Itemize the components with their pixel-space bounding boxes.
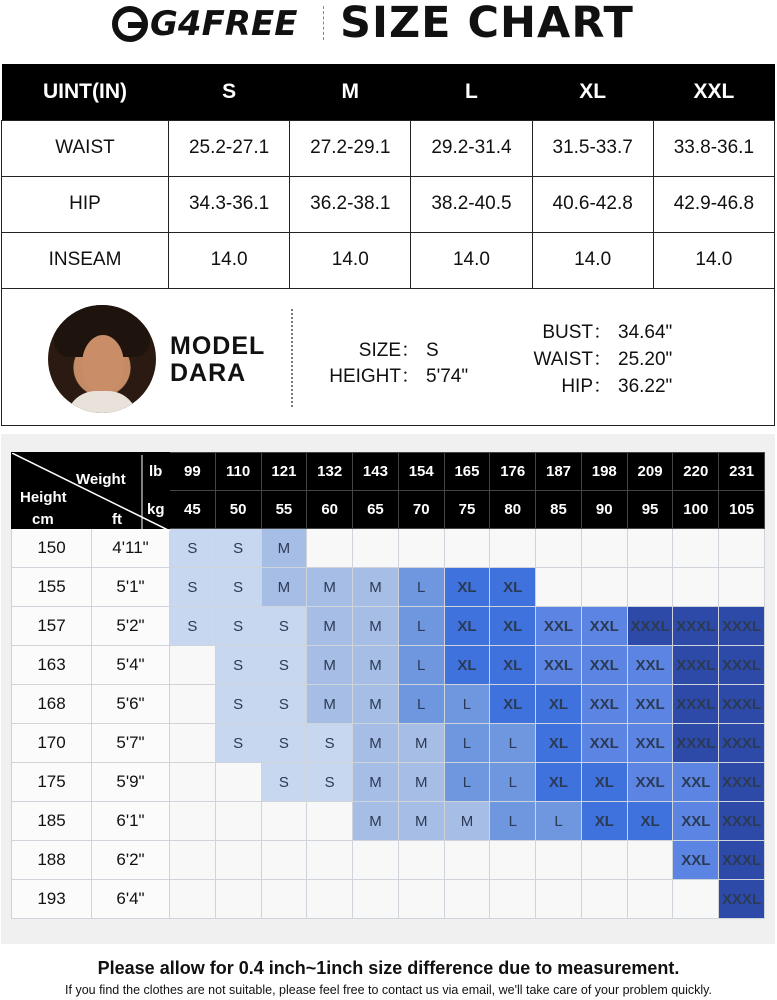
- size-cell: [536, 880, 582, 919]
- brand-logo: [112, 4, 297, 44]
- size-cell: S: [215, 529, 261, 568]
- size-key: SIZE：: [358, 340, 420, 361]
- weight-lb-header: 198: [581, 453, 627, 491]
- height-key: HEIGHT：: [329, 366, 420, 387]
- weight-lb-header: 121: [261, 453, 307, 491]
- table-row-inseam: [2, 232, 775, 288]
- height-cm: 170: [12, 724, 92, 763]
- weight-lb-header: 187: [536, 453, 582, 491]
- weight-kg-header: 90: [581, 491, 627, 529]
- size-cell: [398, 529, 444, 568]
- table-row-hip: [2, 176, 775, 232]
- size-cell: S: [307, 763, 353, 802]
- size-cell: L: [398, 646, 444, 685]
- size-cell: [170, 646, 216, 685]
- size-cell: S: [261, 763, 307, 802]
- size-cell: S: [170, 529, 216, 568]
- size-cell: [673, 529, 719, 568]
- size-cell: [170, 802, 216, 841]
- fit-chart-panel: [1, 434, 775, 944]
- size-cell: [170, 841, 216, 880]
- fit-chart-row: [12, 646, 765, 685]
- size-cell: M: [353, 568, 399, 607]
- fit-chart-row: [12, 568, 765, 607]
- table-cell: 25.2-27.1: [169, 120, 290, 176]
- model-size: [300, 335, 439, 362]
- size-cell: XXL: [673, 763, 719, 802]
- table-cell: 14.0: [532, 232, 653, 288]
- size-cell: [673, 568, 719, 607]
- size-cell: XXL: [536, 607, 582, 646]
- size-cell: XXXL: [673, 724, 719, 763]
- size-cell: XXXL: [673, 646, 719, 685]
- size-cell: XXL: [581, 724, 627, 763]
- size-cell: M: [353, 646, 399, 685]
- size-cell: XXL: [536, 646, 582, 685]
- size-cell: XL: [536, 763, 582, 802]
- cm-unit: cm: [32, 511, 54, 528]
- row-label: WAIST: [2, 120, 169, 176]
- size-cell: XL: [581, 763, 627, 802]
- size-cell: S: [170, 568, 216, 607]
- height-ft: 5'1": [92, 568, 170, 607]
- size-cell: [444, 880, 490, 919]
- height-value: 5'74": [426, 366, 469, 387]
- weight-lb-header: 209: [627, 453, 673, 491]
- size-cell: XXXL: [719, 880, 765, 919]
- height-cm: 188: [12, 841, 92, 880]
- weight-lb-header: 99: [170, 453, 216, 491]
- weight-kg-header: 80: [490, 491, 536, 529]
- size-cell: XXXL: [719, 724, 765, 763]
- model-avatar: [48, 305, 156, 413]
- fit-chart-row: [12, 880, 765, 919]
- fit-chart-row: [12, 607, 765, 646]
- size-cell: L: [490, 763, 536, 802]
- size-cell: [215, 841, 261, 880]
- size-cell: XXXL: [719, 763, 765, 802]
- size-cell: [673, 880, 719, 919]
- size-cell: XL: [444, 607, 490, 646]
- height-cm: 168: [12, 685, 92, 724]
- kg-unit: kg: [147, 501, 165, 518]
- size-cell: XXXL: [673, 685, 719, 724]
- size-cell: S: [215, 685, 261, 724]
- height-ft: 5'6": [92, 685, 170, 724]
- size-cell: [215, 802, 261, 841]
- weight-lb-header: 220: [673, 453, 719, 491]
- size-cell: S: [261, 685, 307, 724]
- size-cell: [581, 880, 627, 919]
- weight-kg-header: 100: [673, 491, 719, 529]
- size-cell: XXL: [627, 646, 673, 685]
- size-cell: XXXL: [719, 685, 765, 724]
- size-cell: [215, 880, 261, 919]
- weight-kg-header: 75: [444, 491, 490, 529]
- size-cell: XXXL: [627, 607, 673, 646]
- height-cm: 163: [12, 646, 92, 685]
- height-cm: 185: [12, 802, 92, 841]
- size-cell: S: [170, 607, 216, 646]
- avatar-face: [82, 335, 124, 393]
- size-cell: L: [398, 568, 444, 607]
- weight-kg-header: 60: [307, 491, 353, 529]
- model-height: [300, 361, 468, 388]
- model-name: [170, 333, 265, 387]
- size-cell: [307, 880, 353, 919]
- header: [0, 0, 777, 60]
- fit-chart-row: [12, 529, 765, 568]
- size-cell: [581, 529, 627, 568]
- table-cell: 14.0: [169, 232, 290, 288]
- weight-kg-header: 65: [353, 491, 399, 529]
- model-waist: [502, 344, 672, 371]
- size-cell: M: [353, 685, 399, 724]
- size-cell: [307, 802, 353, 841]
- size-cell: [627, 880, 673, 919]
- size-cell: L: [490, 802, 536, 841]
- size-cell: M: [307, 568, 353, 607]
- lb-unit: lb: [149, 463, 163, 480]
- height-ft: 6'2": [92, 841, 170, 880]
- hip-key: HIP：: [561, 376, 612, 397]
- weight-kg-header: 55: [261, 491, 307, 529]
- row-label: HIP: [2, 176, 169, 232]
- size-cell: [398, 841, 444, 880]
- model-info-panel: [1, 288, 775, 426]
- row-label: INSEAM: [2, 232, 169, 288]
- weight-kg-header: 85: [536, 491, 582, 529]
- weight-lb-header: 154: [398, 453, 444, 491]
- size-cell: [536, 841, 582, 880]
- weight-lb-header: 143: [353, 453, 399, 491]
- table-cell: 34.3-36.1: [169, 176, 290, 232]
- size-cell: [261, 880, 307, 919]
- size-cell: M: [261, 529, 307, 568]
- fit-chart-row: [12, 802, 765, 841]
- size-cell: M: [353, 802, 399, 841]
- size-cell: XXXL: [719, 802, 765, 841]
- size-cell: XL: [490, 607, 536, 646]
- fit-chart-row: [12, 841, 765, 880]
- size-cell: L: [444, 685, 490, 724]
- model-label-line2: DARA: [170, 359, 247, 387]
- size-cell: [307, 841, 353, 880]
- height-label: Height: [20, 489, 67, 506]
- height-ft: 4'11": [92, 529, 170, 568]
- weight-kg-header: 45: [170, 491, 216, 529]
- weight-label: Weight: [76, 471, 126, 488]
- footer-contact-note: If you find the clothes are not suitable, please feel free to contact us via email, we'll take care of your problem quickly.: [65, 983, 712, 997]
- weight-lb-header: 176: [490, 453, 536, 491]
- size-cell: [581, 841, 627, 880]
- size-cell: [627, 529, 673, 568]
- size-cell: [719, 568, 765, 607]
- size-col-header: M: [290, 64, 411, 120]
- size-cell: [719, 529, 765, 568]
- model-label-line1: MODEL: [170, 332, 266, 360]
- size-cell: S: [261, 607, 307, 646]
- size-cell: [353, 529, 399, 568]
- height-cm: 175: [12, 763, 92, 802]
- size-cell: XXL: [581, 607, 627, 646]
- weight-lb-row: [12, 453, 765, 491]
- size-cell: XXL: [627, 724, 673, 763]
- height-ft: 5'4": [92, 646, 170, 685]
- size-table-header-row: [2, 64, 775, 120]
- brand-logo-icon: [112, 6, 148, 42]
- weight-kg-header: 105: [719, 491, 765, 529]
- size-table: [1, 64, 775, 289]
- size-cell: S: [215, 724, 261, 763]
- height-ft: 5'9": [92, 763, 170, 802]
- size-cell: [170, 763, 216, 802]
- size-cell: L: [398, 607, 444, 646]
- size-cell: [261, 802, 307, 841]
- page-title: SIZE CHART: [340, 0, 634, 48]
- size-cell: [444, 841, 490, 880]
- weight-lb-header: 110: [215, 453, 261, 491]
- table-cell: 38.2-40.5: [411, 176, 532, 232]
- waist-key: WAIST：: [533, 349, 612, 370]
- size-cell: [444, 529, 490, 568]
- size-cell: [536, 529, 582, 568]
- table-cell: 14.0: [290, 232, 411, 288]
- table-cell: 29.2-31.4: [411, 120, 532, 176]
- size-cell: [398, 880, 444, 919]
- size-cell: XL: [490, 646, 536, 685]
- table-cell: 27.2-29.1: [290, 120, 411, 176]
- size-cell: M: [307, 607, 353, 646]
- weight-lb-header: 132: [307, 453, 353, 491]
- size-cell: [490, 529, 536, 568]
- size-cell: S: [215, 646, 261, 685]
- size-cell: S: [261, 646, 307, 685]
- fit-chart-row: [12, 763, 765, 802]
- size-cell: XXXL: [719, 646, 765, 685]
- size-cell: M: [398, 724, 444, 763]
- height-cm: 155: [12, 568, 92, 607]
- size-col-header: XL: [532, 64, 653, 120]
- size-cell: XXL: [581, 685, 627, 724]
- size-cell: XL: [627, 802, 673, 841]
- size-cell: L: [536, 802, 582, 841]
- hip-value: 36.22": [618, 376, 673, 397]
- height-cm: 150: [12, 529, 92, 568]
- height-ft: 5'7": [92, 724, 170, 763]
- table-cell: 40.6-42.8: [532, 176, 653, 232]
- table-cell: 36.2-38.1: [290, 176, 411, 232]
- brand-name: G4FREE: [150, 4, 298, 44]
- size-cell: L: [444, 763, 490, 802]
- chart-corner-header: [12, 453, 170, 529]
- height-cm: 193: [12, 880, 92, 919]
- fit-chart-row: [12, 724, 765, 763]
- size-cell: [307, 529, 353, 568]
- size-cell: [170, 685, 216, 724]
- model-hip: [502, 371, 672, 398]
- size-cell: [353, 841, 399, 880]
- size-cell: XXL: [581, 646, 627, 685]
- size-cell: XL: [581, 802, 627, 841]
- size-cell: XXXL: [719, 841, 765, 880]
- table-cell: 14.0: [411, 232, 532, 288]
- size-cell: [627, 568, 673, 607]
- height-cm: 157: [12, 607, 92, 646]
- size-cell: M: [261, 568, 307, 607]
- size-value: S: [426, 340, 439, 361]
- size-cell: M: [398, 802, 444, 841]
- size-cell: [536, 568, 582, 607]
- size-cell: XXXL: [719, 607, 765, 646]
- size-col-header: XXL: [653, 64, 774, 120]
- footer-note: Please allow for 0.4 inch~1inch size difference due to measurement.: [97, 958, 680, 978]
- table-cell: 42.9-46.8: [653, 176, 774, 232]
- size-cell: XL: [536, 724, 582, 763]
- height-ft: 5'2": [92, 607, 170, 646]
- size-cell: L: [444, 724, 490, 763]
- size-cell: XXL: [673, 841, 719, 880]
- size-cell: S: [215, 607, 261, 646]
- size-cell: [353, 880, 399, 919]
- bust-key: BUST：: [542, 322, 612, 343]
- fit-chart-row: [12, 685, 765, 724]
- size-cell: [490, 880, 536, 919]
- size-cell: XL: [536, 685, 582, 724]
- size-col-header: L: [411, 64, 532, 120]
- size-cell: XL: [490, 685, 536, 724]
- fit-chart-table: [11, 452, 765, 919]
- height-ft: 6'4": [92, 880, 170, 919]
- header-divider: [323, 6, 324, 40]
- size-cell: XXL: [627, 763, 673, 802]
- size-cell: XXL: [673, 802, 719, 841]
- size-col-header: S: [169, 64, 290, 120]
- size-cell: S: [261, 724, 307, 763]
- model-bust: [502, 317, 672, 344]
- weight-kg-header: 50: [215, 491, 261, 529]
- table-row-waist: [2, 120, 775, 176]
- weight-lb-header: 231: [719, 453, 765, 491]
- size-cell: XXL: [627, 685, 673, 724]
- weight-lb-header: 165: [444, 453, 490, 491]
- size-cell: [215, 763, 261, 802]
- size-cell: M: [398, 763, 444, 802]
- weight-kg-header: 70: [398, 491, 444, 529]
- size-cell: [261, 841, 307, 880]
- height-ft: 6'1": [92, 802, 170, 841]
- size-cell: XL: [444, 568, 490, 607]
- avatar-shoulders: [66, 391, 138, 413]
- size-cell: [170, 880, 216, 919]
- size-cell: L: [398, 685, 444, 724]
- size-cell: L: [490, 724, 536, 763]
- bust-value: 34.64": [618, 322, 673, 343]
- size-cell: M: [353, 724, 399, 763]
- size-cell: [170, 724, 216, 763]
- size-cell: [627, 841, 673, 880]
- unit-label: UINT(IN): [2, 64, 169, 120]
- size-cell: M: [444, 802, 490, 841]
- weight-kg-header: 95: [627, 491, 673, 529]
- model-divider: [291, 309, 293, 407]
- table-cell: 33.8-36.1: [653, 120, 774, 176]
- size-cell: XL: [490, 568, 536, 607]
- size-cell: XXXL: [673, 607, 719, 646]
- size-cell: M: [353, 607, 399, 646]
- size-cell: S: [307, 724, 353, 763]
- size-cell: M: [307, 646, 353, 685]
- size-cell: [581, 568, 627, 607]
- size-cell: XL: [444, 646, 490, 685]
- table-cell: 14.0: [653, 232, 774, 288]
- size-cell: M: [307, 685, 353, 724]
- size-cell: S: [215, 568, 261, 607]
- size-cell: M: [353, 763, 399, 802]
- size-cell: [490, 841, 536, 880]
- table-cell: 31.5-33.7: [532, 120, 653, 176]
- waist-value: 25.20": [618, 349, 673, 370]
- ft-unit: ft: [112, 511, 122, 528]
